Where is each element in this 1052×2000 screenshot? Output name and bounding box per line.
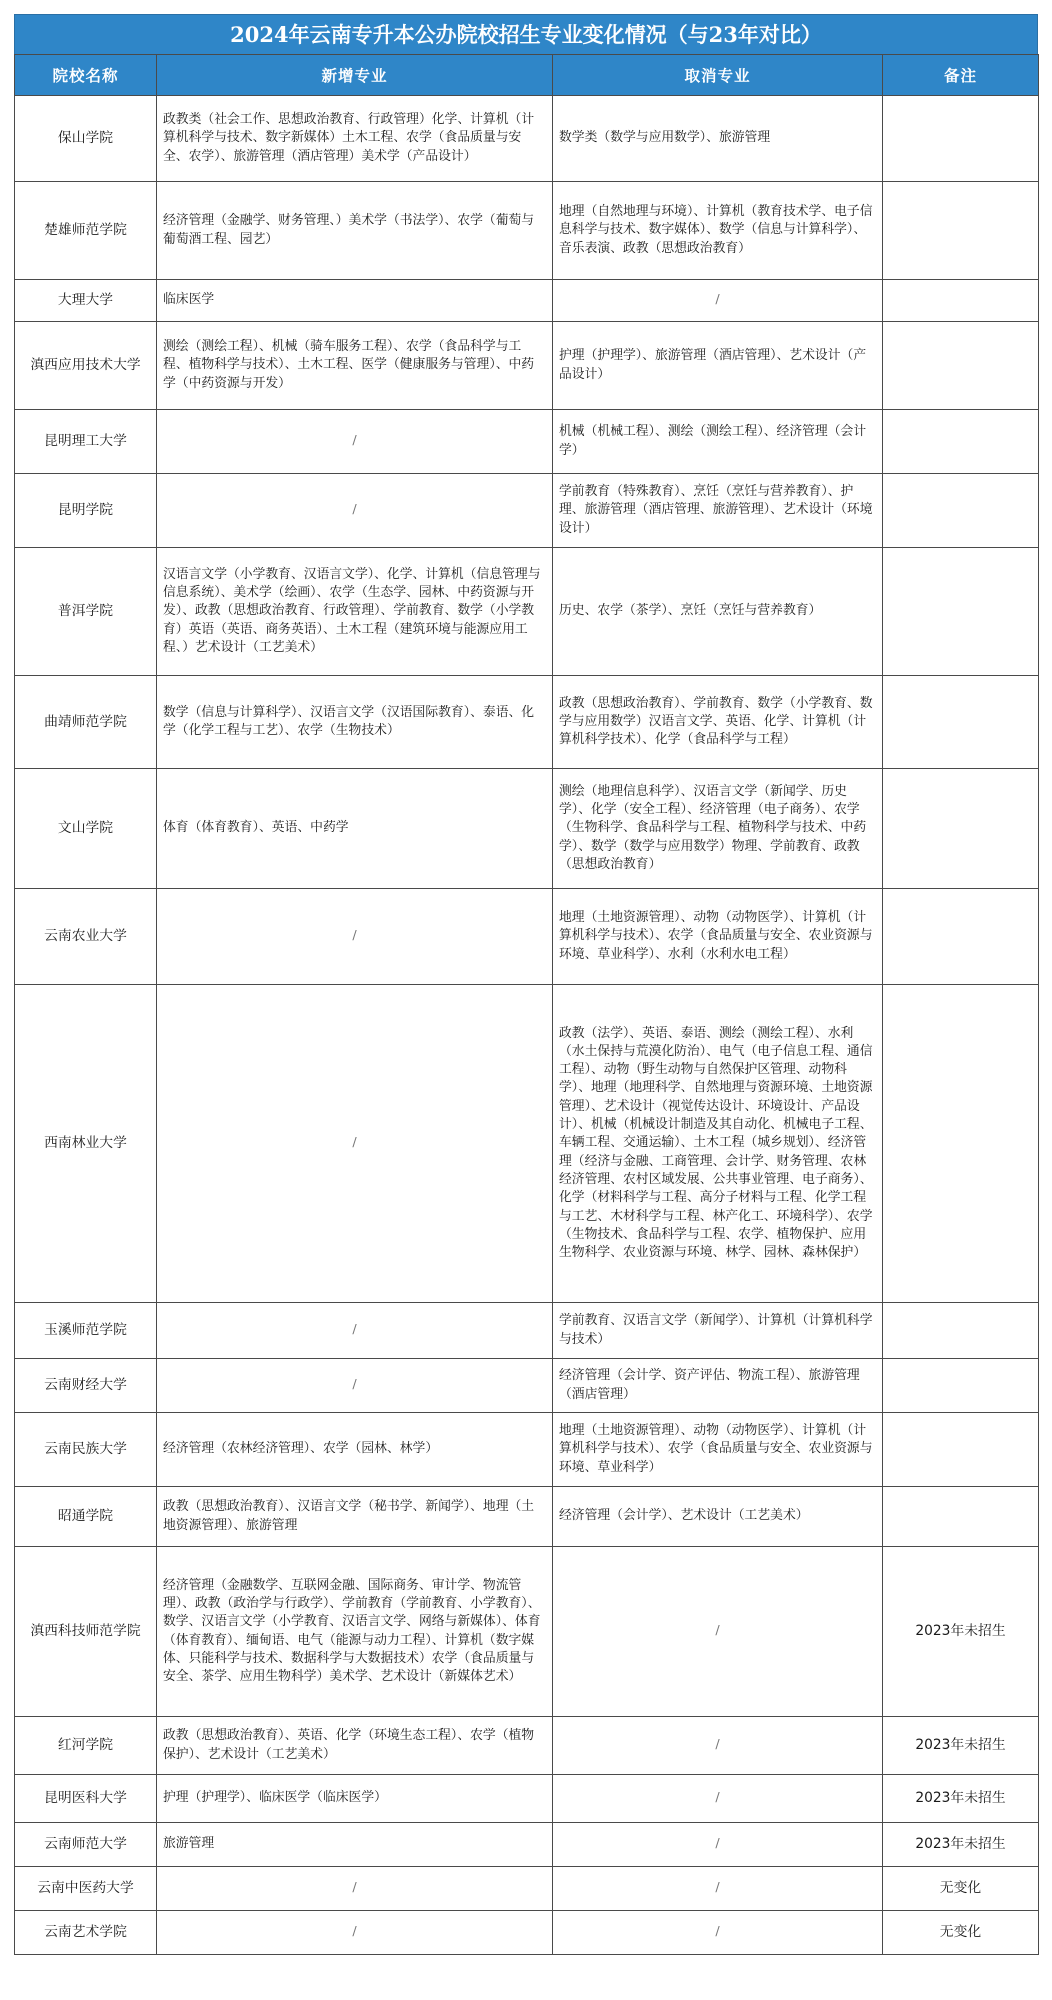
school-name: 红河学院 <box>15 1717 157 1775</box>
school-name: 普洱学院 <box>15 548 157 676</box>
table-row <box>15 548 1039 676</box>
note: 2023年未招生 <box>883 1775 1039 1823</box>
note: 无变化 <box>883 1911 1039 1955</box>
admissions-change-table <box>14 14 1038 1955</box>
table-row <box>15 96 1039 182</box>
note: 无变化 <box>883 1867 1039 1911</box>
school-name: 昆明医科大学 <box>15 1775 157 1823</box>
added-majors: 测绘（测绘工程）、机械（骑车服务工程）、农学（食品科学与工程、植物科学与技术）、土木工程、医学（健康服务与管理）、中药学（中药资源与开发） <box>157 322 553 410</box>
added-majors: / <box>157 1911 553 1955</box>
data-table <box>14 54 1039 1955</box>
removed-majors: / <box>553 1775 883 1823</box>
added-majors: 政教（思想政治教育）、英语、化学（环境生态工程）、农学（植物保护）、艺术设计（工艺美术） <box>157 1717 553 1775</box>
note <box>883 1413 1039 1487</box>
added-majors: 政教类（社会工作、思想政治教育、行政管理）化学、计算机（计算机科学与技术、数字新媒体）土木工程、农学（食品质量与安全、农学）、旅游管理（酒店管理）美术学（产品设计） <box>157 96 553 182</box>
note <box>883 410 1039 474</box>
header-note: 备注 <box>883 55 1039 96</box>
removed-majors: 地理（自然地理与环境）、计算机（教育技术学、电子信息科学与技术、数字媒体）、数学（信息与计算科学）、音乐表演、政教（思想政治教育） <box>553 182 883 280</box>
removed-majors: / <box>553 1717 883 1775</box>
added-majors: 旅游管理 <box>157 1823 553 1867</box>
header-row <box>15 55 1039 96</box>
table-title: 2024年云南专升本公办院校招生专业变化情况（与23年对比） <box>14 14 1038 54</box>
table-row <box>15 1911 1039 1955</box>
table-row <box>15 410 1039 474</box>
header-school: 院校名称 <box>15 55 157 96</box>
added-majors: 汉语言文学（小学教育、汉语言文学）、化学、计算机（信息管理与信息系统）、美术学（绘画）、农学（生态学、园林、中药资源与开发）、政教（思想政治教育、行政管理）、学前教育、数学（小学教育）英语（英语、商务英语）、土木工程（建筑环境与能源应用工程、）艺术设计（工艺美术） <box>157 548 553 676</box>
table-row <box>15 889 1039 985</box>
added-majors: 体育（体育教育）、英语、中药学 <box>157 769 553 889</box>
header-removed: 取消专业 <box>553 55 883 96</box>
note <box>883 769 1039 889</box>
note: 2023年未招生 <box>883 1717 1039 1775</box>
school-name: 大理大学 <box>15 280 157 322</box>
school-name: 昆明学院 <box>15 474 157 548</box>
removed-majors: 机械（机械工程）、测绘（测绘工程）、经济管理（会计学） <box>553 410 883 474</box>
table-row <box>15 1487 1039 1547</box>
school-name: 云南农业大学 <box>15 889 157 985</box>
table-row <box>15 1823 1039 1867</box>
removed-majors: / <box>553 1867 883 1911</box>
removed-majors: / <box>553 1547 883 1717</box>
note <box>883 1359 1039 1413</box>
school-name: 云南艺术学院 <box>15 1911 157 1955</box>
note <box>883 280 1039 322</box>
removed-majors: 学前教育、汉语言文学（新闻学）、计算机（计算机科学与技术） <box>553 1303 883 1359</box>
removed-majors: 数学类（数学与应用数学）、旅游管理 <box>553 96 883 182</box>
table-row <box>15 1717 1039 1775</box>
table-row <box>15 769 1039 889</box>
added-majors: 数学（信息与计算科学）、汉语言文学（汉语国际教育）、泰语、化学（化学工程与工艺）、农学（生物技术） <box>157 676 553 769</box>
school-name: 滇西应用技术大学 <box>15 322 157 410</box>
table-row <box>15 1775 1039 1823</box>
school-name: 昭通学院 <box>15 1487 157 1547</box>
school-name: 云南民族大学 <box>15 1413 157 1487</box>
header-added: 新增专业 <box>157 55 553 96</box>
school-name: 玉溪师范学院 <box>15 1303 157 1359</box>
removed-majors: 护理（护理学）、旅游管理（酒店管理）、艺术设计（产品设计） <box>553 322 883 410</box>
table-row <box>15 322 1039 410</box>
school-name: 滇西科技师范学院 <box>15 1547 157 1717</box>
removed-majors: 政教（法学）、英语、泰语、测绘（测绘工程）、水利（水土保持与荒漠化防治）、电气（电子信息工程、通信工程）、动物（野生动物与自然保护区管理、动物科学）、地理（地理科学、自然地理与资源环境、土地资源管理）、艺术设计（视觉传达设计、环境设计、产品设计）、机械（机械设计制造及其自动化、机械电子工程、车辆工程、交通运输）、土木工程（城乡规划）、经济管理（经济与金融、工商管理、会计学、财务管理、农林经济管理、农村区域发展、公共事业管理、电子商务）、化学（材料科学与工程、高分子材料与工程、化学工程与工艺、木材科学与工程、林产化工、环境科学）、农学（生物技术、食品科学与工程、农学、植物保护、应用生物科学、农业资源与环境、林学、园林、森林保护） <box>553 985 883 1303</box>
note <box>883 548 1039 676</box>
note <box>883 889 1039 985</box>
school-name: 昆明理工大学 <box>15 410 157 474</box>
added-majors: 护理（护理学）、临床医学（临床医学） <box>157 1775 553 1823</box>
added-majors: 临床医学 <box>157 280 553 322</box>
added-majors: / <box>157 1359 553 1413</box>
school-name: 西南林业大学 <box>15 985 157 1303</box>
added-majors: / <box>157 985 553 1303</box>
note <box>883 1487 1039 1547</box>
added-majors: / <box>157 889 553 985</box>
note <box>883 1303 1039 1359</box>
removed-majors: 政教（思想政治教育）、学前教育、数学（小学教育、数学与应用数学）汉语言文学、英语、化学、计算机（计算机科学技术）、化学（食品科学与工程） <box>553 676 883 769</box>
table-row <box>15 280 1039 322</box>
added-majors: / <box>157 410 553 474</box>
added-majors: 政教（思想政治教育）、汉语言文学（秘书学、新闻学）、地理（土地资源管理）、旅游管理 <box>157 1487 553 1547</box>
removed-majors: 学前教育（特殊教育）、烹饪（烹饪与营养教育）、护理、旅游管理（酒店管理、旅游管理）、艺术设计（环境设计） <box>553 474 883 548</box>
note <box>883 96 1039 182</box>
removed-majors: 经济管理（会计学、资产评估、物流工程）、旅游管理（酒店管理） <box>553 1359 883 1413</box>
school-name: 保山学院 <box>15 96 157 182</box>
removed-majors: / <box>553 1911 883 1955</box>
note <box>883 322 1039 410</box>
table-row <box>15 474 1039 548</box>
added-majors: / <box>157 1867 553 1911</box>
note <box>883 985 1039 1303</box>
school-name: 文山学院 <box>15 769 157 889</box>
school-name: 云南中医药大学 <box>15 1867 157 1911</box>
table-row <box>15 676 1039 769</box>
added-majors: 经济管理（金融数学、互联网金融、国际商务、审计学、物流管理）、政教（政治学与行政学）、学前教育（学前教育、小学教育）、数学、汉语言文学（小学教育、汉语言文学、网络与新媒体）、体育（体育教育）、缅甸语、电气（能源与动力工程）、计算机（数字媒体、只能科学与技术、数据科学与大数据技术）农学（食品质量与安全、茶学、应用生物科学）美术学、艺术设计（新媒体艺术） <box>157 1547 553 1717</box>
school-name: 云南财经大学 <box>15 1359 157 1413</box>
note <box>883 474 1039 548</box>
removed-majors: 地理（土地资源管理）、动物（动物医学）、计算机（计算机科学与技术）、农学（食品质量与安全、农业资源与环境、草业科学）、水利（水利水电工程） <box>553 889 883 985</box>
table-row <box>15 1413 1039 1487</box>
added-majors: / <box>157 1303 553 1359</box>
removed-majors: 经济管理（会计学）、艺术设计（工艺美术） <box>553 1487 883 1547</box>
added-majors: 经济管理（农林经济管理）、农学（园林、林学） <box>157 1413 553 1487</box>
note: 2023年未招生 <box>883 1547 1039 1717</box>
table-row <box>15 1303 1039 1359</box>
school-name: 楚雄师范学院 <box>15 182 157 280</box>
added-majors: / <box>157 474 553 548</box>
removed-majors: 地理（土地资源管理）、动物（动物医学）、计算机（计算机科学与技术）、农学（食品质量与安全、农业资源与环境、草业科学） <box>553 1413 883 1487</box>
removed-majors: 测绘（地理信息科学）、汉语言文学（新闻学、历史学）、化学（安全工程）、经济管理（电子商务）、农学（生物科学、食品科学与工程、植物科学与技术、中药学）、数学（数学与应用数学）物理、学前教育、政教（思想政治教育） <box>553 769 883 889</box>
table-row <box>15 1359 1039 1413</box>
school-name: 云南师范大学 <box>15 1823 157 1867</box>
table-row <box>15 182 1039 280</box>
removed-majors: 历史、农学（茶学）、烹饪（烹饪与营养教育） <box>553 548 883 676</box>
added-majors: 经济管理（金融学、财务管理、）美术学（书法学）、农学（葡萄与葡萄酒工程、园艺） <box>157 182 553 280</box>
note: 2023年未招生 <box>883 1823 1039 1867</box>
school-name: 曲靖师范学院 <box>15 676 157 769</box>
removed-majors: / <box>553 280 883 322</box>
note <box>883 676 1039 769</box>
removed-majors: / <box>553 1823 883 1867</box>
table-row <box>15 1867 1039 1911</box>
table-row <box>15 985 1039 1303</box>
note <box>883 182 1039 280</box>
table-row <box>15 1547 1039 1717</box>
